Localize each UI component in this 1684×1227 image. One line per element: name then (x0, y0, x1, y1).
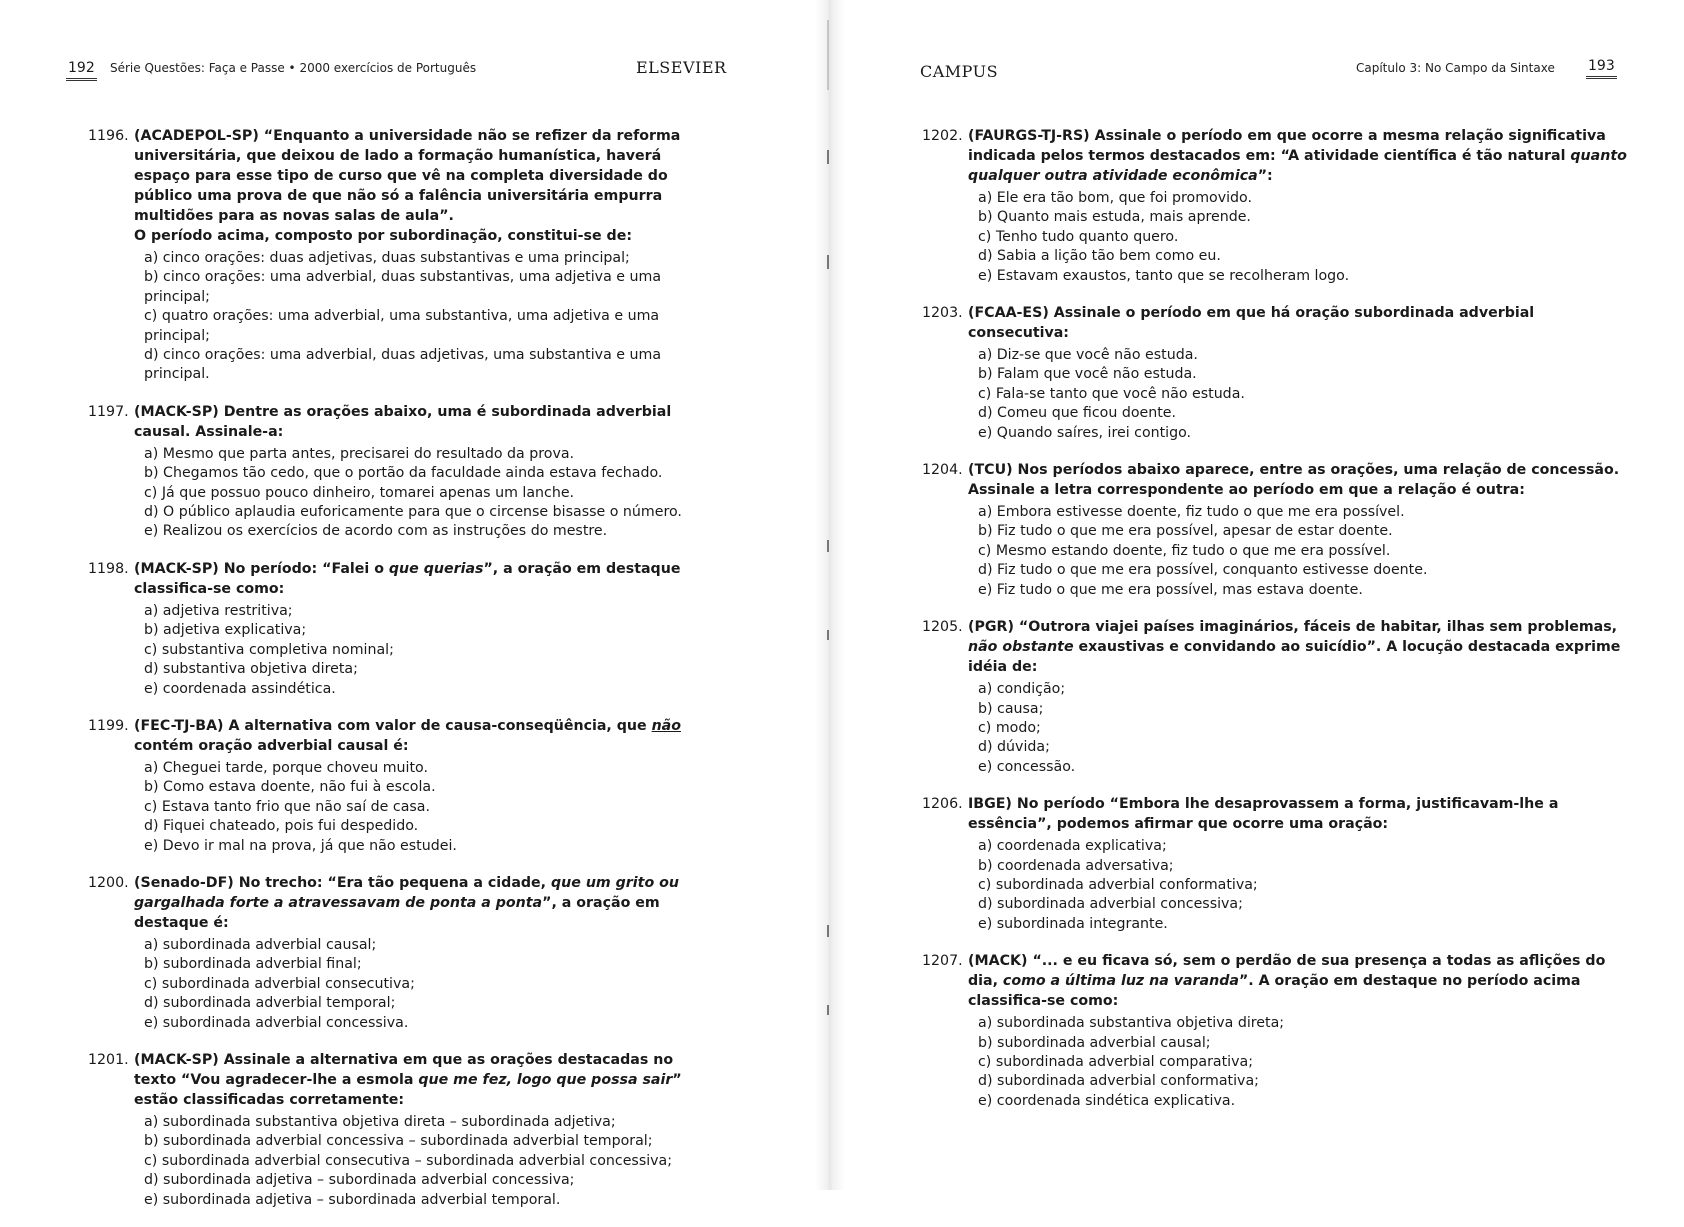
question-source: (ACADEPOL-SP) (134, 128, 259, 144)
running-head-right: Capítulo 3: No Campo da Sintaxe (1356, 61, 1555, 75)
option-b: b) cinco orações: uma adverbial, duas substantivas, uma adjetiva e uma principal; (144, 269, 662, 305)
question-text-start: Assinale a alternativa em que as orações destacadas no texto “Vou agradecer-lhe a esmola (134, 1051, 674, 1088)
question-number: 1206. (922, 796, 963, 813)
question-source: (MACK) (968, 953, 1028, 970)
running-head-left: Série Questões: Faça e Passe • 2000 exercícios de Português (110, 61, 477, 75)
options-list (978, 189, 1628, 286)
question-text-end: ”, a oração em destaque classifica-se como: (134, 560, 681, 597)
question-number: 1199. (88, 717, 129, 734)
option-b: b) Como estava doente, não fui à escola. (144, 779, 436, 796)
option-b: b) Quanto mais estuda, mais aprende. (978, 209, 1251, 226)
option-d: d) substantiva objetiva direta; (144, 661, 358, 678)
question-number: 1198. (88, 560, 129, 577)
option-e: e) Devo ir mal na prova, já que não estudei. (144, 837, 457, 854)
left-page (0, 0, 830, 1208)
option-b: b) adjetiva explicativa; (144, 622, 307, 639)
option-b: b) subordinada adverbial causal; (978, 1034, 1211, 1051)
question-1204 (922, 460, 1628, 600)
options-list (978, 837, 1628, 934)
question-source: (MACK-SP) (134, 560, 219, 577)
question-source: (TCU) (968, 462, 1013, 479)
question-number: 1200. (88, 874, 129, 891)
question-source: (MACK-SP) (134, 1051, 219, 1068)
option-d: d) subordinada adverbial concessiva; (978, 896, 1243, 913)
option-b: b) Falam que você não estuda. (978, 366, 1197, 383)
highlighted-clause: que me fez, logo que possa sair (418, 1071, 673, 1088)
question-text-start: Assinale o período em que ocorre a mesma relação significativa indicada pelos termos destacados em: “A atividade científica é tão natural (968, 128, 1606, 164)
page-number-right: 193 (1586, 58, 1617, 79)
question-1202 (922, 126, 1628, 286)
question-number: 1196. (88, 128, 129, 144)
question-source: (FAURGS-TJ-RS) (968, 128, 1090, 144)
option-c: c) quatro orações: uma adverbial, uma substantiva, uma adjetiva e uma principal; (144, 308, 660, 344)
question-1199 (88, 716, 710, 856)
question-1201 (88, 1050, 710, 1210)
question-text-end: ” estão classificadas corretamente: (134, 1071, 682, 1108)
question-text-end: ”. A oração em destaque no período acima classifica-se como: (968, 973, 1581, 1010)
option-c: c) subordinada adverbial comparativa; (978, 1053, 1253, 1070)
question-number: 1202. (922, 128, 963, 144)
options-list (978, 346, 1628, 443)
question-source: (PGR) (968, 619, 1014, 636)
question-text-start: “... e eu ficava só, sem o perdão de sua presença a todas as aflições do dia, (968, 953, 1606, 990)
question-1206 (922, 794, 1628, 934)
publisher-left: ELSEVIER (636, 58, 727, 77)
publisher-right: CAMPUS (920, 62, 999, 81)
option-c: c) Tenho tudo quanto quero. (978, 228, 1179, 245)
option-e: e) coordenada sindética explicativa. (978, 1092, 1236, 1109)
option-c: c) subordinada adverbial consecutiva – subordinada adverbial concessiva; (144, 1152, 673, 1169)
question-1196 (88, 126, 710, 385)
option-d: d) cinco orações: uma adverbial, duas adjetivas, uma substantiva e uma principal. (144, 347, 662, 383)
option-a: a) adjetiva restritiva; (144, 602, 293, 619)
question-text: Assinale o período em que há oração subordinada adverbial consecutiva: (968, 305, 1535, 342)
question-text: Dentre as orações abaixo, uma é subordinada adverbial causal. Assinale-a: (134, 403, 672, 440)
options-list (978, 503, 1628, 600)
option-c: c) modo; (978, 719, 1041, 736)
question-1198 (88, 559, 710, 699)
option-b: b) subordinada adverbial final; (144, 956, 362, 973)
options-list (144, 1113, 710, 1210)
option-d: d) Fiquei chateado, pois fui despedido. (144, 818, 419, 835)
option-c: c) substantiva completiva nominal; (144, 641, 394, 658)
question-source: (Senado-DF) (134, 874, 234, 891)
highlighted-clause: que um grito ou gargalhada forte a atravessavam de ponta a ponta (134, 874, 679, 911)
option-b: b) Fiz tudo o que me era possível, apesar de estar doente. (978, 523, 1393, 540)
question-number: 1207. (922, 953, 963, 970)
option-b: b) subordinada adverbial concessiva – subordinada adverbial temporal; (144, 1133, 653, 1150)
option-e: e) Fiz tudo o que me era possível, mas estava doente. (978, 581, 1363, 598)
option-c: c) Já que possuo pouco dinheiro, tomarei apenas um lanche. (144, 484, 575, 501)
question-number: 1204. (922, 462, 963, 479)
option-e: e) subordinada integrante. (978, 915, 1168, 932)
options-list (978, 1014, 1628, 1111)
highlighted-word: não (651, 717, 681, 734)
question-text: “Enquanto a universidade não se refizer da reforma universitária, que deixou de lado a formação humanística, haverá espaço para esse tipo de curso que vê na completa diversidade do público uma prova de que não só a falência universitária empurra multidões para as novas salas de aula”. (134, 128, 681, 224)
question-number: 1203. (922, 305, 963, 322)
option-d: d) subordinada adverbial temporal; (144, 995, 396, 1012)
option-c: c) Estava tanto frio que não saí de casa. (144, 798, 431, 815)
question-1207 (922, 951, 1628, 1111)
option-e: e) concessão. (978, 758, 1076, 775)
option-a: a) Mesmo que parta antes, precisarei do resultado da prova. (144, 445, 575, 462)
option-a: a) Ele era tão bom, que foi promovido. (978, 190, 1252, 206)
question-number: 1205. (922, 619, 963, 636)
option-c: c) Fala-se tanto que você não estuda. (978, 385, 1245, 402)
option-a: a) Diz-se que você não estuda. (978, 347, 1198, 364)
option-e: e) Realizou os exercícios de acordo com as instruções do mestre. (144, 523, 608, 540)
right-page (830, 0, 1684, 1190)
option-c: c) Mesmo estando doente, fiz tudo o que me era possível. (978, 542, 1391, 559)
page-number-left: 192 (66, 60, 97, 81)
option-e: e) Quando saíres, irei contigo. (978, 424, 1192, 441)
question-text: No período “Embora lhe desaprovassem a forma, justificavam-lhe a essência”, podemos afirmar que ocorre uma oração: (968, 796, 1559, 833)
question-source: IBGE) (968, 796, 1012, 813)
question-text-end: contém oração adverbial causal é: (134, 737, 409, 754)
option-d: d) Fiz tudo o que me era possível, conquanto estivesse doente. (978, 562, 1428, 579)
question-text-end: exaustivas e convidando ao suicídio”. A locução destacada exprime idéia de: (968, 639, 1621, 676)
option-e: e) coordenada assindética. (144, 680, 336, 697)
options-list (144, 936, 710, 1033)
highlighted-phrase: não obstante (968, 639, 1074, 656)
question-1197 (88, 402, 710, 542)
option-b: b) Chegamos tão cedo, que o portão da faculdade ainda estava fechado. (144, 465, 663, 482)
question-text-start: A alternativa com valor de causa-conseqüência, que (228, 717, 652, 734)
option-a: a) condição; (978, 681, 1066, 698)
question-1205 (922, 617, 1628, 777)
option-a: a) subordinada substantiva objetiva direta; (978, 1015, 1285, 1032)
option-e: e) Estavam exaustos, tanto que se recolheram logo. (978, 267, 1350, 284)
option-a: a) subordinada substantiva objetiva direta – subordinada adjetiva; (144, 1113, 616, 1130)
question-column-right (922, 126, 1628, 1128)
option-a: a) Cheguei tarde, porque choveu muito. (144, 759, 428, 776)
question-number: 1201. (88, 1051, 129, 1068)
question-1203 (922, 303, 1628, 443)
options-list (144, 445, 710, 542)
options-list (144, 759, 710, 856)
question-source: (MACK-SP) (134, 403, 219, 420)
question-source: (FCAA-ES) (968, 305, 1049, 322)
options-list (978, 680, 1628, 777)
highlighted-clause: como a última luz na varanda (1002, 973, 1239, 990)
option-c: c) subordinada adverbial conformativa; (978, 876, 1258, 893)
option-a: a) Embora estivesse doente, fiz tudo o que me era possível. (978, 504, 1405, 521)
option-d: d) Sabia a lição tão bem como eu. (978, 248, 1221, 265)
option-d: d) Comeu que ficou doente. (978, 405, 1177, 422)
option-d: d) subordinada adverbial conformativa; (978, 1073, 1259, 1090)
question-text-end: ”: (1257, 168, 1273, 184)
option-d: d) O público aplaudia euforicamente para que o circense bisasse o número. (144, 504, 682, 521)
option-e: e) subordinada adjetiva – subordinada adverbial temporal. (144, 1191, 561, 1208)
options-list (144, 249, 710, 385)
option-a: a) cinco orações: duas adjetivas, duas substantivas e uma principal; (144, 250, 630, 266)
highlighted-clause: que querias (388, 560, 484, 577)
option-e: e) subordinada adverbial concessiva. (144, 1014, 409, 1031)
option-a: a) coordenada explicativa; (978, 838, 1167, 855)
question-text-end: ”, a oração em destaque é: (134, 894, 660, 931)
question-source: (FEC-TJ-BA) (134, 717, 224, 734)
option-d: d) subordinada adjetiva – subordinada adverbial concessiva; (144, 1172, 575, 1189)
question-text-start: No período: “Falei o (223, 560, 389, 577)
options-list (144, 602, 710, 699)
highlighted-terms: quanto qualquer outra atividade econômica (968, 148, 1627, 184)
question-text-start: No trecho: “Era tão pequena a cidade, (238, 874, 551, 891)
question-number: 1197. (88, 403, 129, 420)
question-column-left (88, 126, 710, 1227)
question-text-start: “Outrora viajei países imaginários, fáceis de habitar, ilhas sem problemas, (1018, 619, 1618, 636)
question-text: Nos períodos abaixo aparece, entre as orações, uma relação de concessão. Assinale a letra correspondente ao período em que a relação é outra: (968, 462, 1620, 499)
option-b: b) causa; (978, 700, 1044, 717)
option-d: d) dúvida; (978, 739, 1050, 756)
option-c: c) subordinada adverbial consecutiva; (144, 975, 415, 992)
option-b: b) coordenada adversativa; (978, 857, 1174, 874)
option-a: a) subordinada adverbial causal; (144, 936, 377, 953)
question-1200 (88, 873, 710, 1033)
question-prompt: O período acima, composto por subordinação, constitui-se de: (134, 228, 632, 244)
